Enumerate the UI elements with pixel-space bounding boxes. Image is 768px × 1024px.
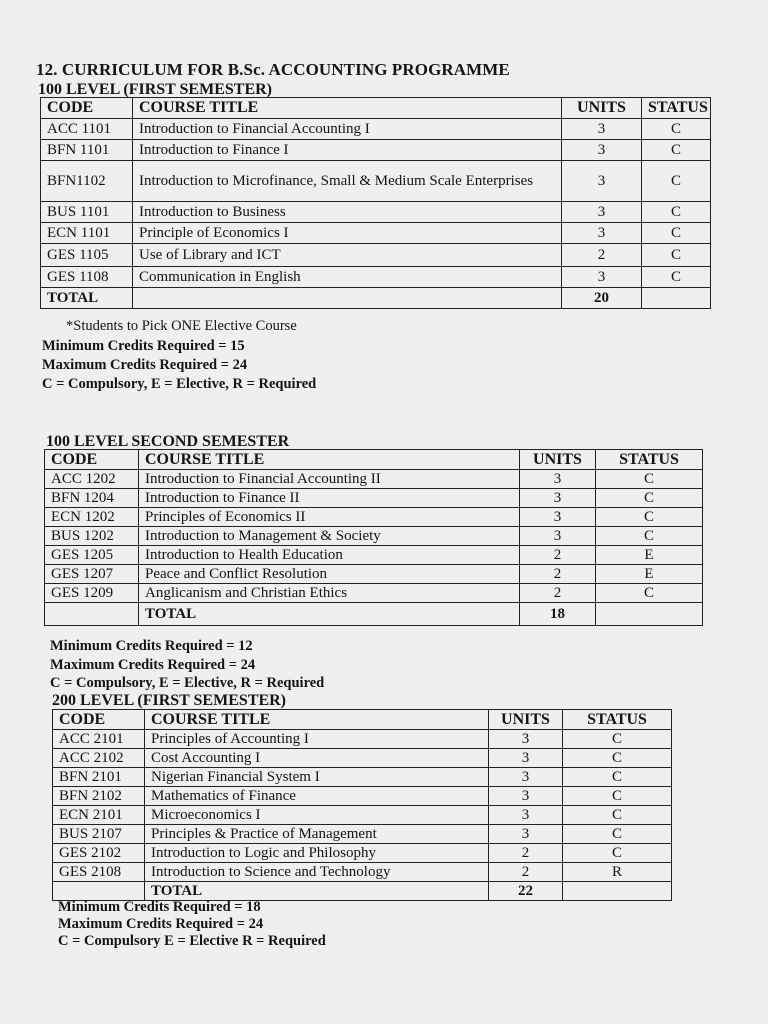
- course-units: 2: [562, 244, 642, 267]
- course-units: 3: [562, 223, 642, 244]
- course-units: 2: [489, 863, 563, 882]
- table-row: [53, 787, 672, 806]
- course-title: Principles & Practice of Management: [145, 825, 489, 844]
- course-units: 3: [489, 768, 563, 787]
- course-title: Introduction to Microfinance, Small & Medium Scale Enterprises: [133, 161, 562, 202]
- course-status: C: [642, 244, 711, 267]
- table-row: [41, 140, 711, 161]
- t2-header-code: CODE: [45, 450, 139, 470]
- table-row: [41, 202, 711, 223]
- t3-header-units: UNITS: [489, 710, 563, 730]
- t3-header-course-title: COURSE TITLE: [145, 710, 489, 730]
- table-row: [53, 749, 672, 768]
- course-code: ECN 1202: [45, 508, 139, 527]
- course-units: 3: [489, 825, 563, 844]
- t1-note-legend: C = Compulsory, E = Elective, R = Required: [42, 376, 317, 392]
- total-label: TOTAL: [139, 603, 520, 626]
- course-status: C: [596, 489, 703, 508]
- course-status: C: [563, 806, 672, 825]
- course-status: C: [642, 267, 711, 288]
- course-status: C: [563, 787, 672, 806]
- course-code: ACC 2102: [53, 749, 145, 768]
- course-units: 3: [489, 730, 563, 749]
- course-units: 3: [562, 119, 642, 140]
- table-row: [53, 768, 672, 787]
- course-status: E: [596, 565, 703, 584]
- course-status: C: [596, 470, 703, 489]
- document-title: 12. CURRICULUM FOR B.Sc. ACCOUNTING PROGRAMME: [36, 60, 510, 79]
- table-row: [41, 267, 711, 288]
- course-units: 3: [562, 267, 642, 288]
- course-title: Microeconomics I: [145, 806, 489, 825]
- total-row: [41, 288, 711, 309]
- t2-header-units: UNITS: [520, 450, 596, 470]
- course-status: C: [596, 527, 703, 546]
- course-code: ACC 1101: [41, 119, 133, 140]
- t3-note-max-credits: Maximum Credits Required = 24: [58, 916, 264, 932]
- course-code: BUS 1202: [45, 527, 139, 546]
- empty-cell: [133, 288, 562, 309]
- course-code: GES 1209: [45, 584, 139, 603]
- t2-header-course-title: COURSE TITLE: [139, 450, 520, 470]
- course-code: GES 1207: [45, 565, 139, 584]
- table-row: [53, 730, 672, 749]
- course-code: GES 2102: [53, 844, 145, 863]
- course-status: C: [642, 161, 711, 202]
- course-code: BFN 1101: [41, 140, 133, 161]
- course-status: C: [563, 730, 672, 749]
- course-title: Cost Accounting I: [145, 749, 489, 768]
- course-title: Introduction to Business: [133, 202, 562, 223]
- course-title: Peace and Conflict Resolution: [139, 565, 520, 584]
- table-row: [45, 584, 703, 603]
- course-status: R: [563, 863, 672, 882]
- course-title: Introduction to Financial Accounting I: [133, 119, 562, 140]
- course-status: C: [596, 508, 703, 527]
- course-title: Nigerian Financial System I: [145, 768, 489, 787]
- t1-header-units: UNITS: [562, 98, 642, 119]
- total-row: [45, 603, 703, 626]
- empty-cell: [53, 882, 145, 901]
- course-code: ACC 1202: [45, 470, 139, 489]
- course-title: Mathematics of Finance: [145, 787, 489, 806]
- course-status: C: [642, 140, 711, 161]
- course-status: C: [563, 825, 672, 844]
- course-code: BFN 1204: [45, 489, 139, 508]
- table-row: [45, 508, 703, 527]
- empty-cell: [563, 882, 672, 901]
- course-title: Introduction to Science and Technology: [145, 863, 489, 882]
- table-row: [45, 546, 703, 565]
- course-units: 3: [520, 527, 596, 546]
- total-label: TOTAL: [41, 288, 133, 309]
- course-units: 2: [520, 584, 596, 603]
- course-code: BFN 2101: [53, 768, 145, 787]
- course-units: 3: [489, 806, 563, 825]
- t2-heading: 100 LEVEL SECOND SEMESTER: [46, 433, 290, 450]
- course-title: Principles of Economics II: [139, 508, 520, 527]
- total-row: [53, 882, 672, 901]
- t3-note-legend: C = Compulsory E = Elective R = Required: [58, 933, 326, 949]
- course-status: C: [642, 202, 711, 223]
- course-title: Introduction to Finance II: [139, 489, 520, 508]
- table-row: [53, 806, 672, 825]
- t3-header-status: STATUS: [563, 710, 672, 730]
- course-code: GES 2108: [53, 863, 145, 882]
- course-code: GES 1108: [41, 267, 133, 288]
- t3-header-code: CODE: [53, 710, 145, 730]
- course-status: C: [563, 768, 672, 787]
- course-units: 2: [489, 844, 563, 863]
- course-units: 3: [489, 787, 563, 806]
- table-row: [45, 527, 703, 546]
- course-title: Introduction to Finance I: [133, 140, 562, 161]
- t1-header-status: STATUS: [642, 98, 711, 119]
- t2-note-max-credits: Maximum Credits Required = 24: [50, 657, 256, 673]
- table-row: [45, 565, 703, 584]
- table-row: [41, 244, 711, 267]
- t2-header-status: STATUS: [596, 450, 703, 470]
- t1-table: [40, 97, 711, 309]
- t1-note-max-credits: Maximum Credits Required = 24: [42, 357, 248, 373]
- table-row: [41, 223, 711, 244]
- table-row: [53, 863, 672, 882]
- course-units: 3: [562, 140, 642, 161]
- course-status: C: [563, 844, 672, 863]
- total-label: TOTAL: [145, 882, 489, 901]
- t3-note-min-credits: Minimum Credits Required = 18: [58, 899, 261, 915]
- course-units: 3: [520, 489, 596, 508]
- course-code: ACC 2101: [53, 730, 145, 749]
- t3-table: [52, 709, 672, 901]
- course-title: Principle of Economics I: [133, 223, 562, 244]
- course-code: GES 1205: [45, 546, 139, 565]
- course-code: ECN 1101: [41, 223, 133, 244]
- course-title: Use of Library and ICT: [133, 244, 562, 267]
- course-units: 3: [520, 470, 596, 489]
- course-units: 3: [562, 202, 642, 223]
- course-title: Anglicanism and Christian Ethics: [139, 584, 520, 603]
- table-row: [53, 825, 672, 844]
- course-title: Introduction to Financial Accounting II: [139, 470, 520, 489]
- course-code: BUS 1101: [41, 202, 133, 223]
- t1-note-min-credits: Minimum Credits Required = 15: [42, 338, 245, 354]
- course-title: Introduction to Health Education: [139, 546, 520, 565]
- table-row: [41, 119, 711, 140]
- table-row: [45, 470, 703, 489]
- course-code: BUS 2107: [53, 825, 145, 844]
- course-code: BFN1102: [41, 161, 133, 202]
- course-units: 2: [520, 565, 596, 584]
- course-status: C: [563, 749, 672, 768]
- empty-cell: [642, 288, 711, 309]
- course-status: C: [596, 584, 703, 603]
- t2-note-min-credits: Minimum Credits Required = 12: [50, 638, 253, 654]
- course-units: 3: [489, 749, 563, 768]
- total-units: 22: [489, 882, 563, 901]
- table-row: [53, 844, 672, 863]
- course-units: 3: [520, 508, 596, 527]
- table-row: [41, 161, 711, 202]
- t1-header-course-title: COURSE TITLE: [133, 98, 562, 119]
- course-title: Introduction to Management & Society: [139, 527, 520, 546]
- course-status: C: [642, 223, 711, 244]
- t3-heading: 200 LEVEL (FIRST SEMESTER): [52, 692, 286, 709]
- t1-note-elective: *Students to Pick ONE Elective Course: [66, 318, 297, 334]
- course-title: Introduction to Logic and Philosophy: [145, 844, 489, 863]
- t2-note-legend: C = Compulsory, E = Elective, R = Required: [50, 675, 325, 691]
- total-units: 20: [562, 288, 642, 309]
- total-units: 18: [520, 603, 596, 626]
- course-status: E: [596, 546, 703, 565]
- course-title: Principles of Accounting I: [145, 730, 489, 749]
- course-status: C: [642, 119, 711, 140]
- empty-cell: [45, 603, 139, 626]
- table-row: [45, 489, 703, 508]
- course-code: GES 1105: [41, 244, 133, 267]
- t1-heading: 100 LEVEL (FIRST SEMESTER): [38, 81, 272, 98]
- course-title: Communication in English: [133, 267, 562, 288]
- t2-table: [44, 449, 703, 626]
- course-code: ECN 2101: [53, 806, 145, 825]
- t1-header-code: CODE: [41, 98, 133, 119]
- course-code: BFN 2102: [53, 787, 145, 806]
- course-units: 3: [562, 161, 642, 202]
- empty-cell: [596, 603, 703, 626]
- course-units: 2: [520, 546, 596, 565]
